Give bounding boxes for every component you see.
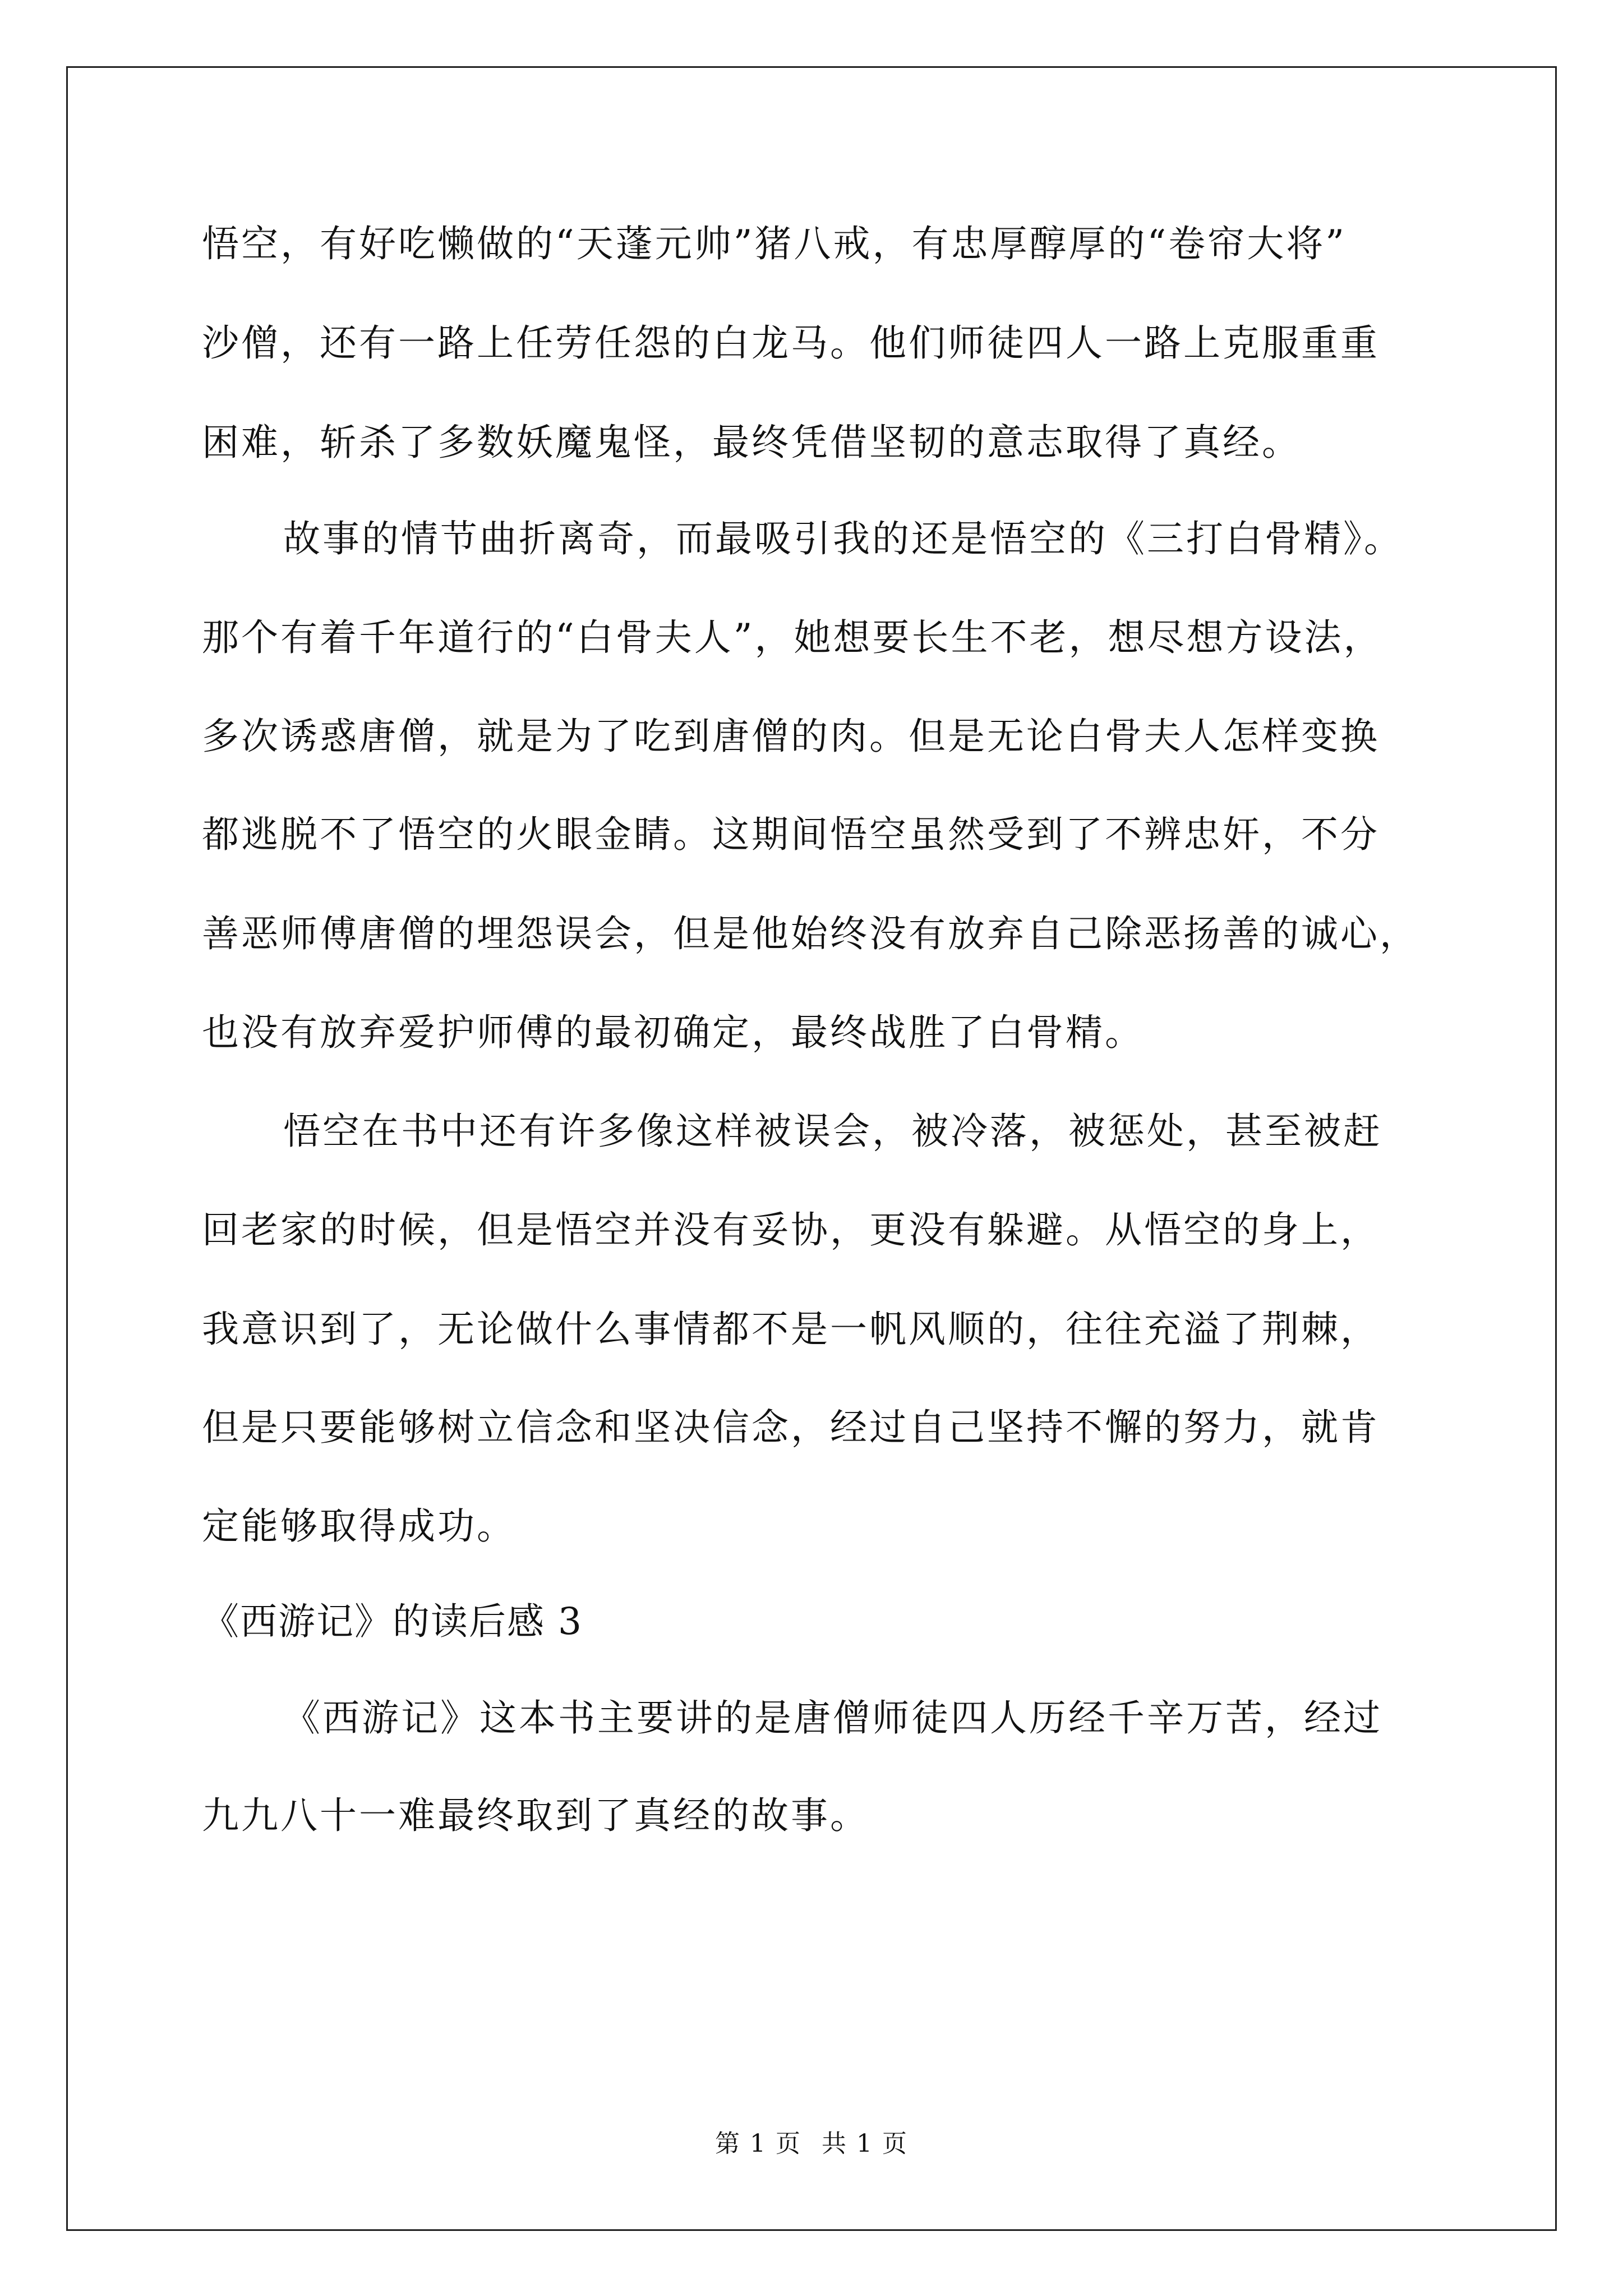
paragraph-line: 悟空，有好吃懒做的“天蓬元帅”猪八戒，有忠厚醇厚的“卷帘大将” — [202, 222, 1347, 265]
paragraph-line: 困难，斩杀了多数妖魔鬼怪，最终凭借坚韧的意志取得了真经。 — [202, 421, 1301, 464]
paragraph-line: 也没有放弃爱护师傅的最初确定，最终战胜了白骨精。 — [202, 1011, 1144, 1054]
paragraph-line: 定能够取得成功。 — [202, 1504, 516, 1548]
paragraph-line: 沙僧，还有一路上任劳任怨的白龙马。他们师徒四人一路上克服重重 — [202, 321, 1380, 365]
page-total: 共 1 页 — [822, 2129, 908, 2158]
paragraph-line: 多次诱惑唐僧，就是为了吃到唐僧的肉。但是无论白骨夫人怎样变换 — [202, 715, 1380, 758]
paragraph-line: 我意识到了，无论做什么事情都不是一帆风顺的，往往充溢了荆棘， — [202, 1308, 1380, 1351]
paragraph-line: 回老家的时候，但是悟空并没有妥协，更没有躲避。从悟空的身上， — [202, 1208, 1380, 1251]
paragraph-line: 但是只要能够树立信念和坚决信念，经过自己坚持不懈的努力，就肯 — [202, 1406, 1380, 1449]
paragraph-line: 九九八十一难最终取到了真经的故事。 — [202, 1794, 869, 1837]
section-heading: 《西游记》的读后感 3 — [202, 1600, 583, 1643]
paragraph-line: 都逃脱不了悟空的火眼金睛。这期间悟空虽然受到了不辨忠奸，不分 — [202, 813, 1380, 856]
paragraph-line: 善恶师傅唐僧的埋怨误会，但是他始终没有放弃自己除恶扬善的诚心， — [202, 912, 1419, 955]
page-footer — [0, 2129, 1623, 2158]
paragraph-line: 那个有着千年道行的“白骨夫人”，她想要长生不老，想尽想方设法， — [202, 616, 1383, 659]
page-number: 第 1 页 — [715, 2129, 801, 2158]
paragraph-line: 《西游记》这本书主要讲的是唐僧师徒四人历经千辛万苦，经过 — [283, 1696, 1382, 1740]
paragraph-line: 故事的情节曲折离奇，而最吸引我的还是悟空的《三打白骨精》。 — [283, 517, 1403, 560]
paragraph-line: 悟空在书中还有许多像这样被误会，被冷落，被惩处，甚至被赶 — [283, 1110, 1382, 1153]
